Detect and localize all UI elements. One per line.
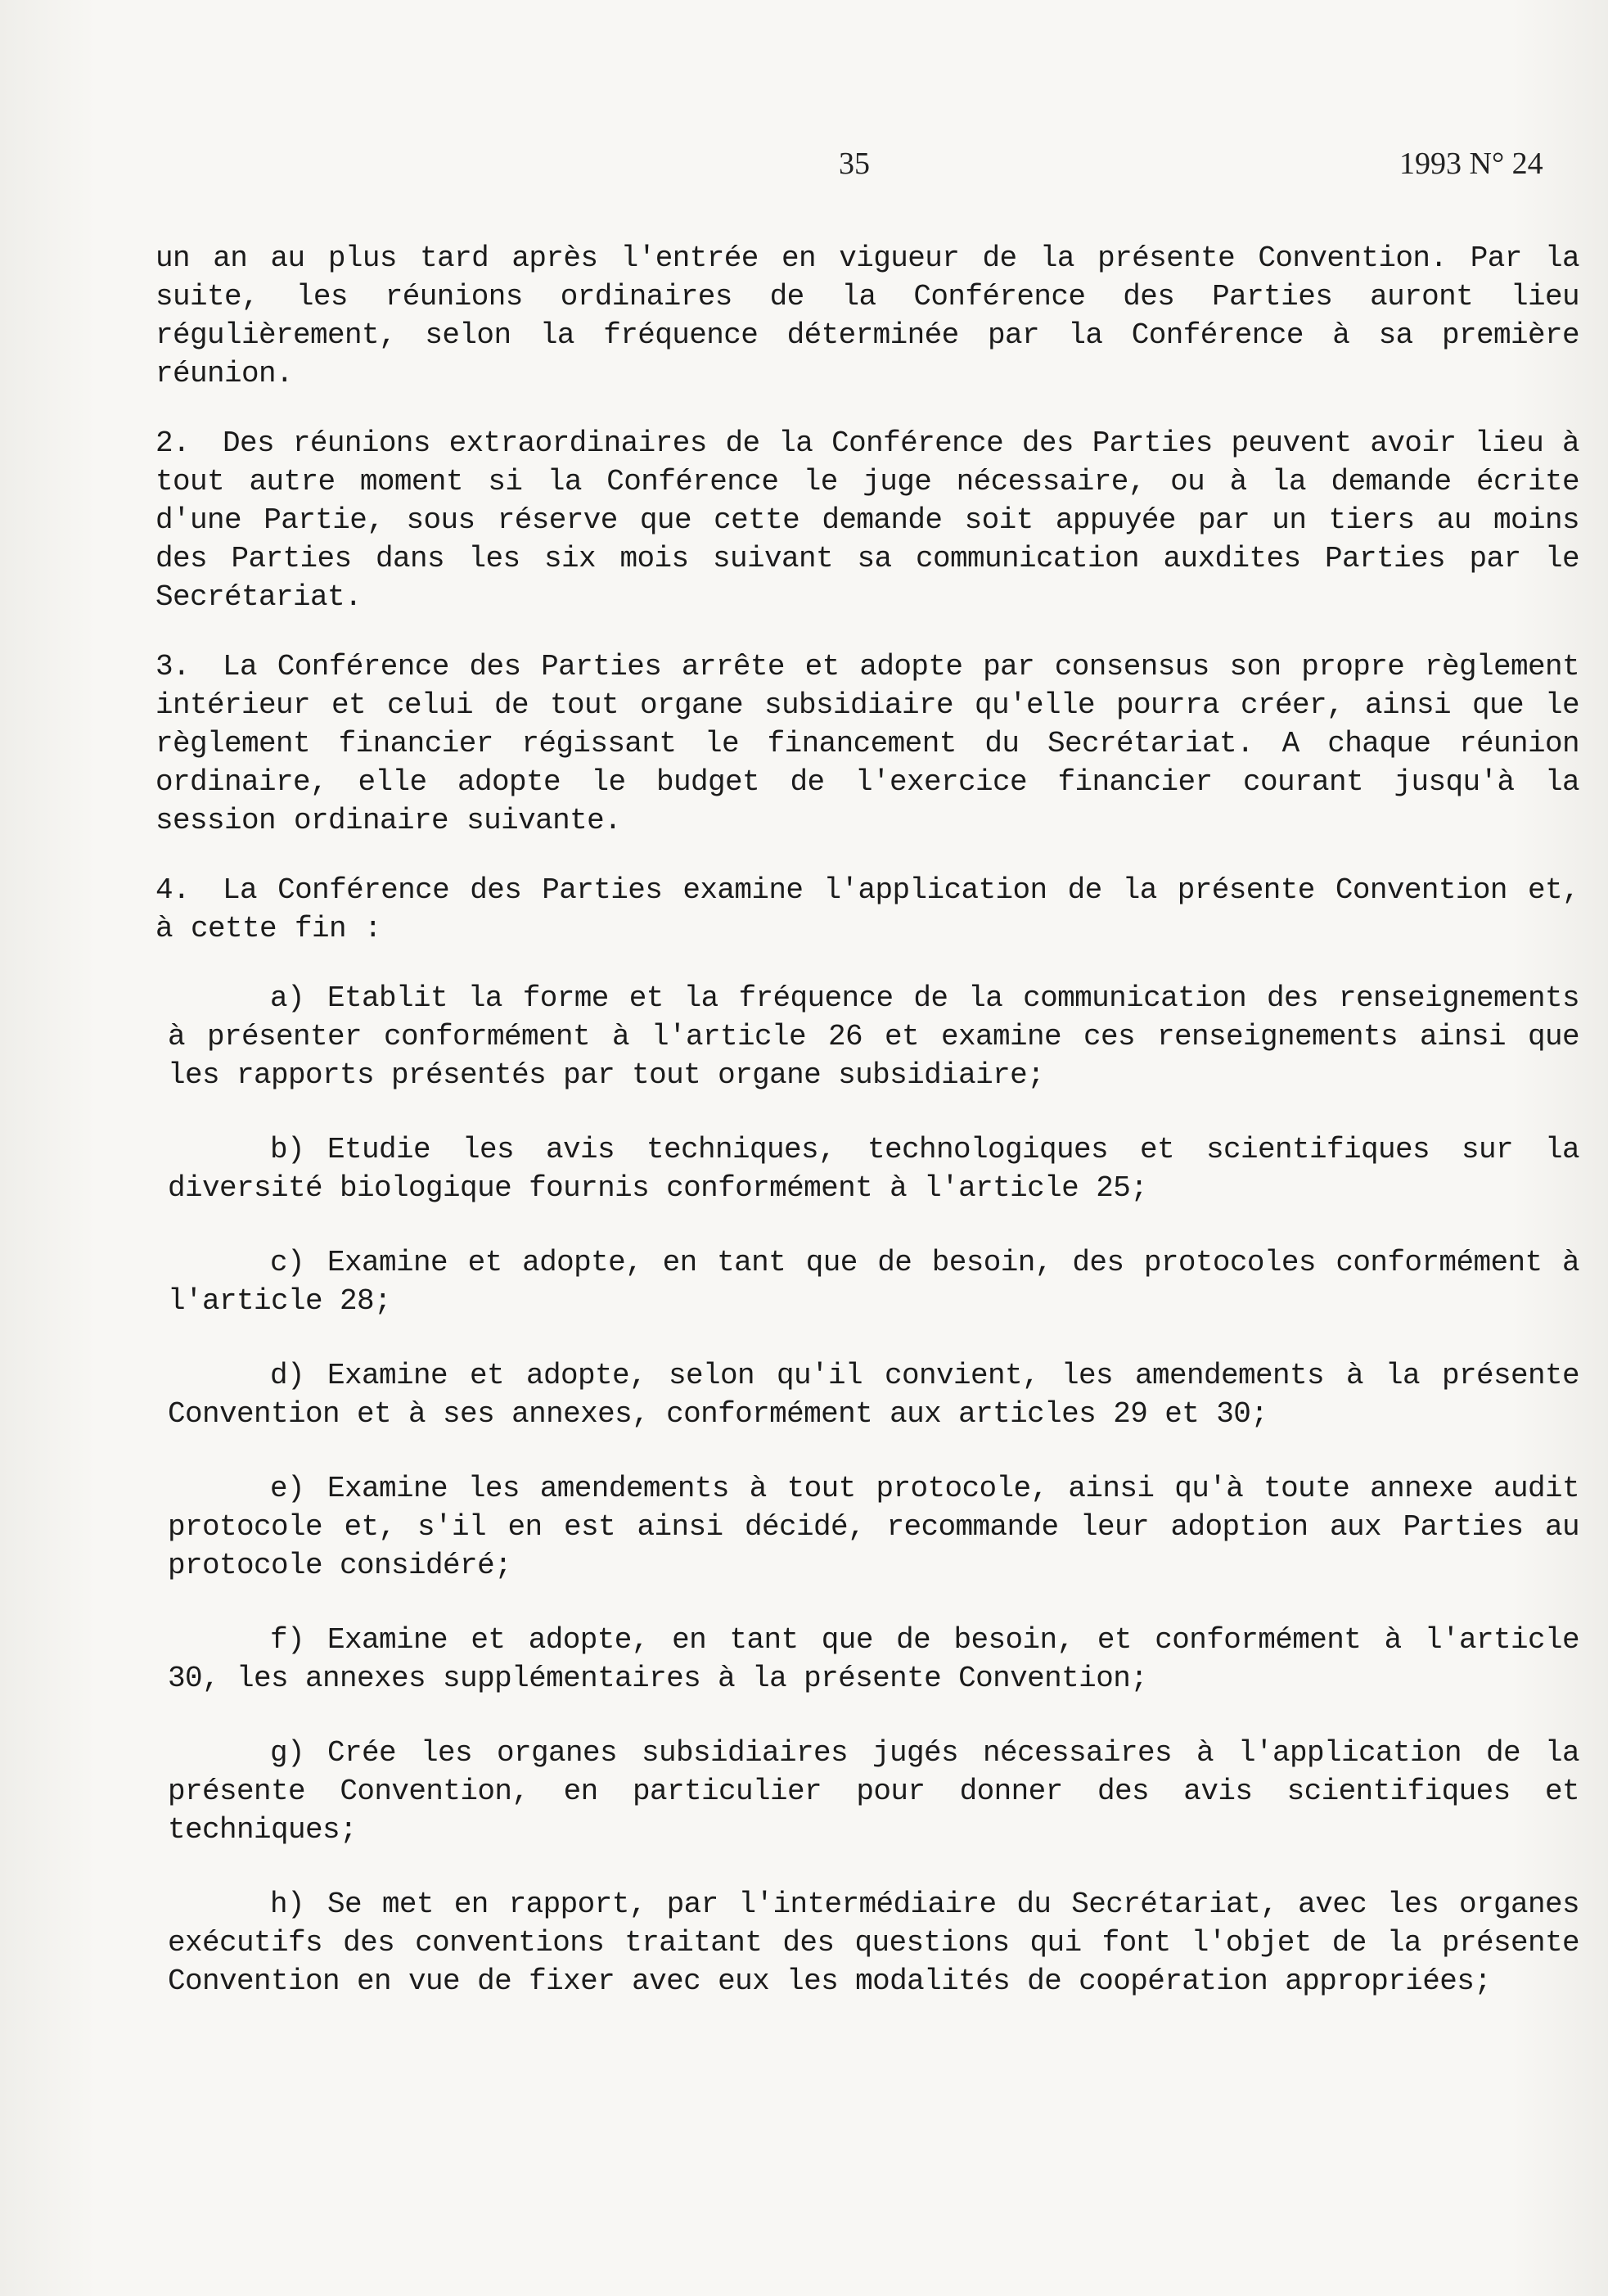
item-text: Examine les amendements à tout protocole, ainsi qu'à toute annexe audit protocole et, s'il en est ainsi décidé, recommande leur adoption aux Parties au protocole considéré; — [168, 1472, 1579, 1582]
item-text: Se met en rapport, par l'intermédiaire du Secrétariat, avec les organes exécutifs des conventions traitant des questions qui font l'objet de la présente Convention en vue de fixer avec eux les modalités de coopération appropriées; — [168, 1888, 1579, 1998]
item-text: Examine et adopte, en tant que de besoin, des protocoles conformément à l'article 28; — [168, 1246, 1579, 1318]
paragraph-4 — [155, 871, 1579, 948]
list-item-d — [168, 1356, 1579, 1433]
paragraph-2 — [155, 424, 1579, 616]
item-label: h) — [270, 1888, 305, 1921]
document-body — [155, 239, 1579, 2037]
page-header — [0, 146, 1608, 195]
paragraph-text: La Conférence des Parties arrête et adopte par consensus son propre règlement intérieur et celui de tout organe subsidiaire qu'elle pourra créer, ainsi que le règlement financier régissant le financement du Secrétariat. A chaque réunion ordinaire, elle adopte le budget de l'exercice financier courant jusqu'à la session ordinaire suivante. — [155, 650, 1579, 837]
item-text: Examine et adopte, en tant que de besoin, et conformément à l'article 30, les annexes supplémentaires à la présente Convention; — [168, 1623, 1579, 1695]
item-text: Examine et adopte, selon qu'il convient, les amendements à la présente Convention et à ses annexes, conformément aux articles 29 et 30; — [168, 1359, 1579, 1431]
item-text: Crée les organes subsidiaires jugés nécessaires à l'application de la présente Convention, en particulier pour donner des avis scientifiques et techniques; — [168, 1736, 1579, 1847]
item-text: Etudie les avis techniques, technologiques et scientifiques sur la diversité biologique fournis conformément à l'article 25; — [168, 1133, 1579, 1205]
page-number: 35 — [839, 147, 870, 181]
list-item-b — [168, 1130, 1579, 1207]
item-label: g) — [270, 1736, 305, 1770]
issue-reference: 1993 N° 24 — [1399, 147, 1543, 181]
paragraph-number: 3. — [155, 650, 191, 683]
list-item-f — [168, 1621, 1579, 1698]
paragraph-continuation — [155, 239, 1579, 393]
list-item-e — [168, 1469, 1579, 1585]
item-label: c) — [270, 1246, 305, 1279]
paragraph-number: 4. — [155, 873, 191, 907]
item-label: a) — [270, 981, 305, 1015]
list-item-h — [168, 1885, 1579, 2001]
item-text: Etablit la forme et la fréquence de la communication des renseignements à présenter conformément à l'article 26 et examine ces renseignements ainsi que les rapports présentés par tout organe subsidiaire; — [168, 981, 1579, 1092]
item-label: d) — [270, 1359, 305, 1392]
paragraph-text: un an au plus tard après l'entrée en vigueur de la présente Convention. Par la suite, les réunions ordinaires de la Conférence des Parties auront lieu régulièrement, selon la fréquence déterminée par la Conférence à sa première réunion. — [155, 241, 1579, 390]
paragraph-number: 2. — [155, 426, 191, 460]
list-item-c — [168, 1243, 1579, 1320]
item-label: f) — [270, 1623, 305, 1657]
paragraph-text: La Conférence des Parties examine l'application de la présente Convention et, à cette fin : — [155, 873, 1579, 945]
list-item-a — [168, 979, 1579, 1094]
paragraph-3 — [155, 647, 1579, 840]
paragraph-text: Des réunions extraordinaires de la Conférence des Parties peuvent avoir lieu à tout autre moment si la Conférence le juge nécessaire, ou à la demande écrite d'une Partie, sous réserve que cette demande soit appuyée par un tiers au moins des Parties dans les six mois suivant sa communication auxdites Parties par le Secrétariat. — [155, 426, 1579, 614]
item-label: e) — [270, 1472, 305, 1505]
list-item-g — [168, 1734, 1579, 1849]
item-label: b) — [270, 1133, 305, 1166]
